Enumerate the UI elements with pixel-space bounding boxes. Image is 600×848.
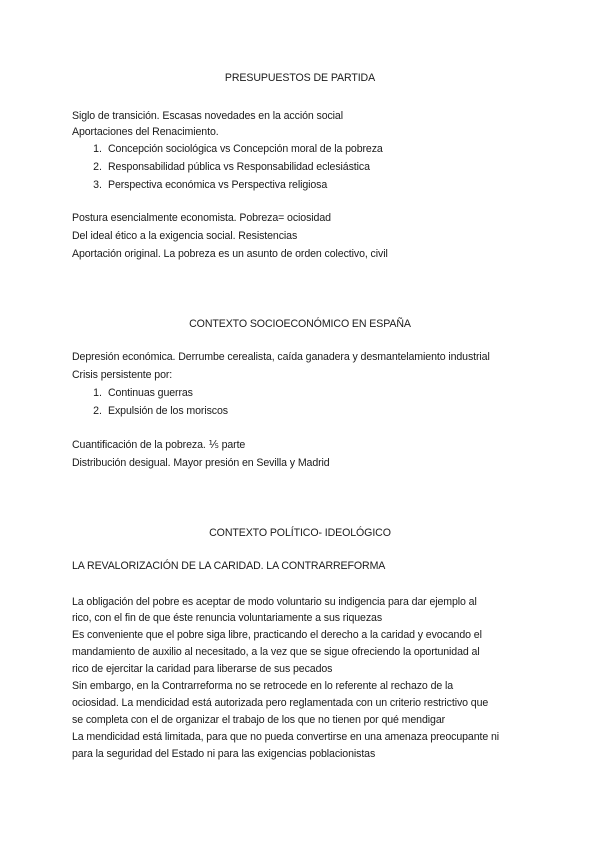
paragraph-line: Es conveniente que el pobre siga libre, practicando el derecho a la caridad y evocando el [72,629,482,641]
paragraph-line: Cuantificación de la pobreza. ⅕ parte [72,439,246,451]
list-item-text: Concepción sociológica vs Concepción moral de la pobreza [108,143,383,155]
paragraph-line: ociosidad. La mendicidad está autorizada pero reglamentada con un criterio restrictivo que [72,697,489,709]
section-heading-presupuestos: PRESUPUESTOS DE PARTIDA [224,72,376,84]
paragraph-line: para la seguridad del Estado ni para las exigencias poblacionistas [72,748,376,760]
section-heading-contexto-socioeconomico: CONTEXTO SOCIOECONÓMICO EN ESPAÑA [189,318,411,330]
list-item-text: Responsabilidad pública vs Responsabilidad eclesiástica [108,161,370,173]
paragraph-line: Aportación original. La pobreza es un asunto de orden colectivo, civil [72,248,388,260]
paragraph-line: Siglo de transición. Escasas novedades en la acción social [72,110,343,122]
list-item-number: 1. [93,143,102,155]
paragraph-line: Crisis persistente por: [72,369,173,381]
paragraph-line: La obligación del pobre es aceptar de modo voluntario su indigencia para dar ejemplo al [72,596,477,608]
paragraph-line: Sin embargo, en la Contrarreforma no se retrocede en lo referente al rechazo de la [72,680,454,692]
subheading-contrarreforma: LA REVALORIZACIÓN DE LA CARIDAD. LA CONTRARREFORMA [72,560,386,572]
paragraph-line: Depresión económica. Derrumbe cerealista, caída ganadera y desmantelamiento industrial [72,351,490,363]
paragraph-line: Postura esencialmente economista. Pobreza= ociosidad [72,212,331,224]
paragraph-line: rico, con el fin de que éste renuncia voluntariamente a sus riquezas [72,612,383,624]
list-item-number: 2. [93,161,102,173]
paragraph-line: Distribución desigual. Mayor presión en Sevilla y Madrid [72,457,330,469]
paragraph-line: mandamiento de auxilio al necesitado, a la vez que se sigue ofreciendo la oportunidad al [72,646,480,658]
paragraph-line: se completa con el de organizar el trabajo de los que no tienen por qué mendigar [72,714,446,726]
list-item-text: Perspectiva económica vs Perspectiva religiosa [108,179,328,191]
paragraph-line: Del ideal ético a la exigencia social. Resistencias [72,230,298,242]
paragraph-line: rico de ejercitar la caridad para liberarse de sus pecados [72,663,333,675]
list-item-text: Expulsión de los moriscos [108,405,228,417]
list-item-text: Continuas guerras [108,387,193,399]
list-item-number: 2. [93,405,102,417]
list-item-number: 3. [93,179,102,191]
section-heading-contexto-politico: CONTEXTO POLÍTICO- IDEOLÓGICO [209,527,391,539]
paragraph-line: La mendicidad está limitada, para que no pueda convertirse en una amenaza preocupante ni [72,731,500,743]
paragraph-line: Aportaciones del Renacimiento. [72,126,219,138]
list-item-number: 1. [93,387,102,399]
